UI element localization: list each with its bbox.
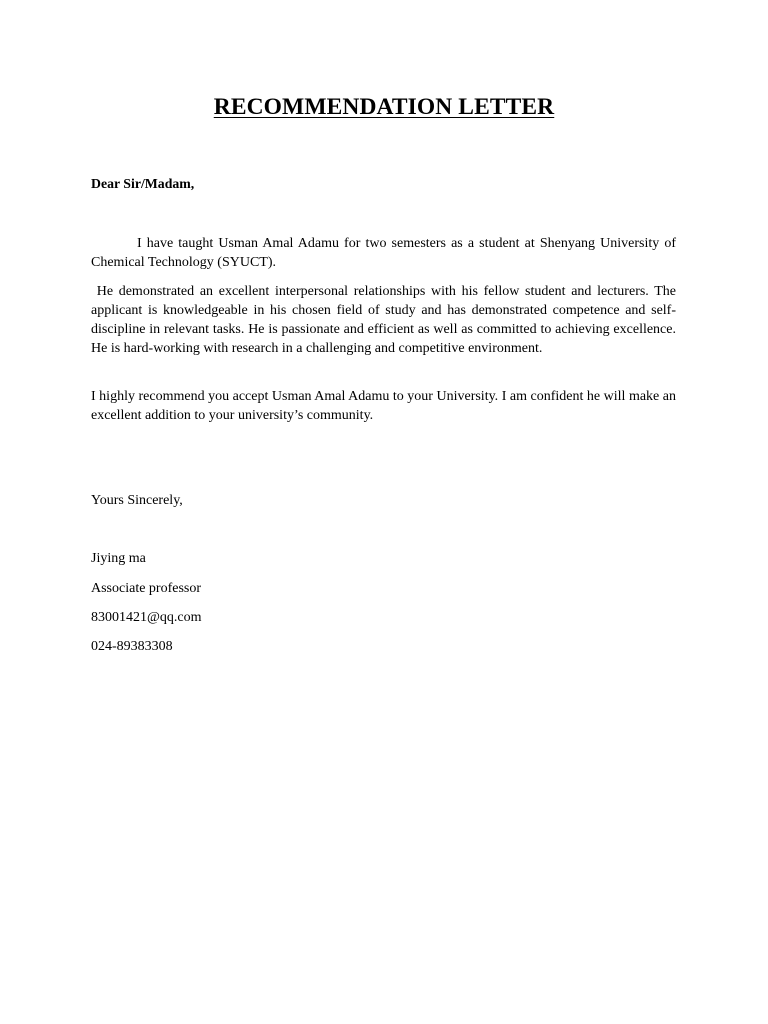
signature-phone: 024-89383308 (91, 639, 173, 654)
signature-position: Associate professor (91, 581, 202, 596)
signature-name: Jiying ma (91, 551, 146, 566)
body-paragraph-2-text: He demonstrated an excellent interpersonal relationships with his fellow student and lecturers. The applicant is knowledgeable in his chosen field of study and has demonstrated competence and self-discipline in relevant tasks. He is passionate and efficient as well as committed to achieving excellence. He is hard-working with research in a challenging and competitive environment. (91, 284, 677, 356)
closing: Yours Sincerely, (91, 493, 183, 508)
body-paragraph-3: I highly recommend you accept Usman Amal Adamu to your University. I am confident he will make an excellent addition to your university’s community. (91, 389, 676, 423)
body-paragraph-1-text: I have taught Usman Amal Adamu for two semesters as a student at Shenyang University of Chemical Technology (SYUCT). (91, 236, 676, 270)
letter-title: RECOMMENDATION LETTER (213, 94, 555, 120)
body-paragraph-1 (91, 234, 676, 272)
body-paragraph-2 (91, 282, 676, 358)
signature-email: 83001421@qq.com (91, 610, 202, 625)
salutation: Dear Sir/Madam, (91, 176, 195, 191)
